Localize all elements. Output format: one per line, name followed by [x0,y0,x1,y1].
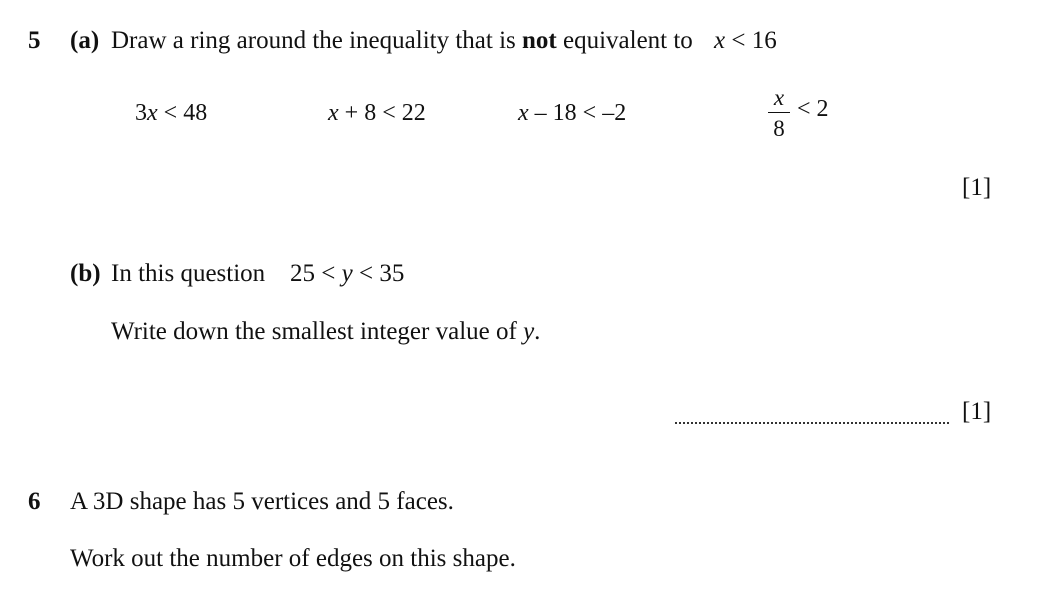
option-1-rest: < 48 [157,100,208,126]
part-b-condition [290,261,404,286]
option-2-rest: + 8 < 22 [338,100,426,126]
instruction-variable: y [523,318,535,345]
part-b-intro: In this question [111,260,266,287]
part-a-emphasis: not [522,27,557,54]
instruction-text: Write down the smallest integer value of [111,318,524,345]
question-6-instruction: Work out the number of edges on this shape. [70,545,516,572]
option-2-variable: x [328,100,339,126]
condition-left: 25 < [290,260,342,287]
part-b-label: (b) [70,260,101,287]
inequality-option-4-fraction[interactable] [768,86,790,140]
question-6-text: A 3D shape has 5 vertices and 5 faces. [70,488,454,515]
instruction-end: . [534,318,541,345]
target-rest: < 16 [725,27,777,54]
answer-line[interactable] [675,422,949,424]
option-1-coef: 3 [135,100,147,126]
option-1-variable: x [147,100,158,126]
inequality-option-2[interactable] [328,101,426,125]
part-a-marks: [1] [962,174,992,201]
part-a-prompt-text-end: equivalent to [556,27,693,54]
option-3-rest: – 18 < –2 [528,100,627,126]
part-a-prompt [111,28,693,53]
option-3-variable: x [518,100,529,126]
question-5-number: 5 [28,27,41,54]
target-variable: x [714,27,726,54]
part-b-instruction [111,319,540,344]
inequality-option-1[interactable] [135,101,207,125]
inequality-option-3[interactable] [518,101,626,125]
condition-right: < 35 [352,260,405,287]
part-b-marks: [1] [962,398,992,425]
inequality-option-4-rest[interactable]: < 2 [797,96,829,122]
fraction-bar [768,112,790,113]
condition-variable: y [341,260,353,287]
fraction-denominator: 8 [773,116,785,141]
fraction-numerator: x [773,85,785,110]
part-a-label: (a) [70,27,100,54]
question-6-number: 6 [28,488,41,515]
part-a-target-inequality [714,28,777,53]
part-a-prompt-text: Draw a ring around the inequality that is [111,27,522,54]
